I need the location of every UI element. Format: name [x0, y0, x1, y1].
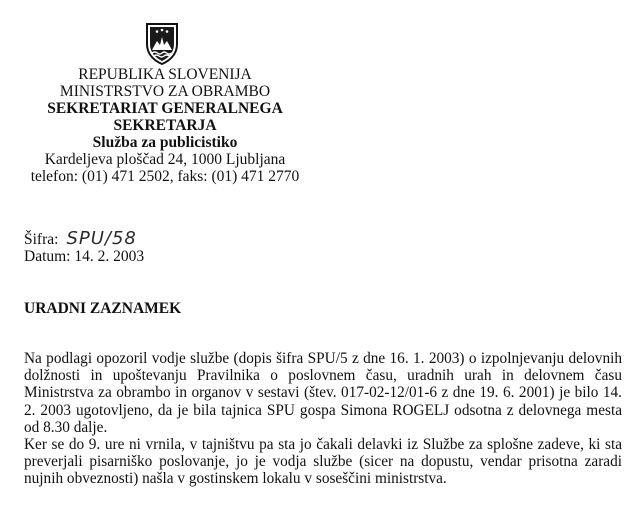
coat-of-arms-icon [144, 22, 180, 66]
date-label: Datum: [24, 248, 71, 265]
letterhead-address: Kardeljeva ploščad 24, 1000 Ljubljana [44, 151, 286, 168]
letterhead [20, 66, 310, 185]
letterhead-secretariat-cont: SEKRETARJA [113, 117, 217, 134]
date-row [24, 248, 144, 265]
letterhead-phone: telefon: (01) 471 2502, faks: (01) 471 2770 [30, 168, 300, 185]
letterhead-secretariat: SEKRETARIAT GENERALNEGA [47, 100, 283, 117]
reference-handwritten-value: SPU/58 [66, 228, 137, 249]
letterhead-ministry: MINISTRSTVO ZA OBRAMBO [59, 83, 271, 100]
letterhead-country: REPUBLIKA SLOVENIJA [78, 66, 252, 83]
document-body [24, 350, 622, 488]
reference-number-row [24, 230, 137, 248]
date-value: 14. 2. 2003 [74, 248, 145, 265]
document-title: URADNI ZAZNAMEK [24, 300, 182, 317]
reference-label: Šifra: [24, 231, 59, 248]
letterhead-service: Služba za publicistiko [92, 134, 238, 151]
body-paragraph-2: Ker se do 9. ure ni vrnila, v tajništvu pa sta jo čakali delavki iz Službe za splošne zadeve, ki sta preverjali pisarniško poslovanje, jo je vodja službe (sicer na dopustu, vendar prisotna zaradi nujnih obveznosti) našla v gostinskem lokalu v soseščini ministrstva. [24, 436, 622, 488]
body-paragraph-1: Na podlagi opozoril vodje službe (dopis šifra SPU/5 z dne 16. 1. 2003) o izpolnjevanju delovnih dolžnosti in upoštevanju Pravilnika o poslovnem času, uradnih urah in delovnem času Ministrstva za obrambo in organov v sestavi (štev. 017-02-12/01-6 z dne 19. 6. 2001) je bilo 14. 2. 2003 ugotovljeno, da je bila tajnica SPU gospa Simona ROGELJ odsotna z delovnega mesta od 8.30 dalje. [24, 350, 622, 436]
